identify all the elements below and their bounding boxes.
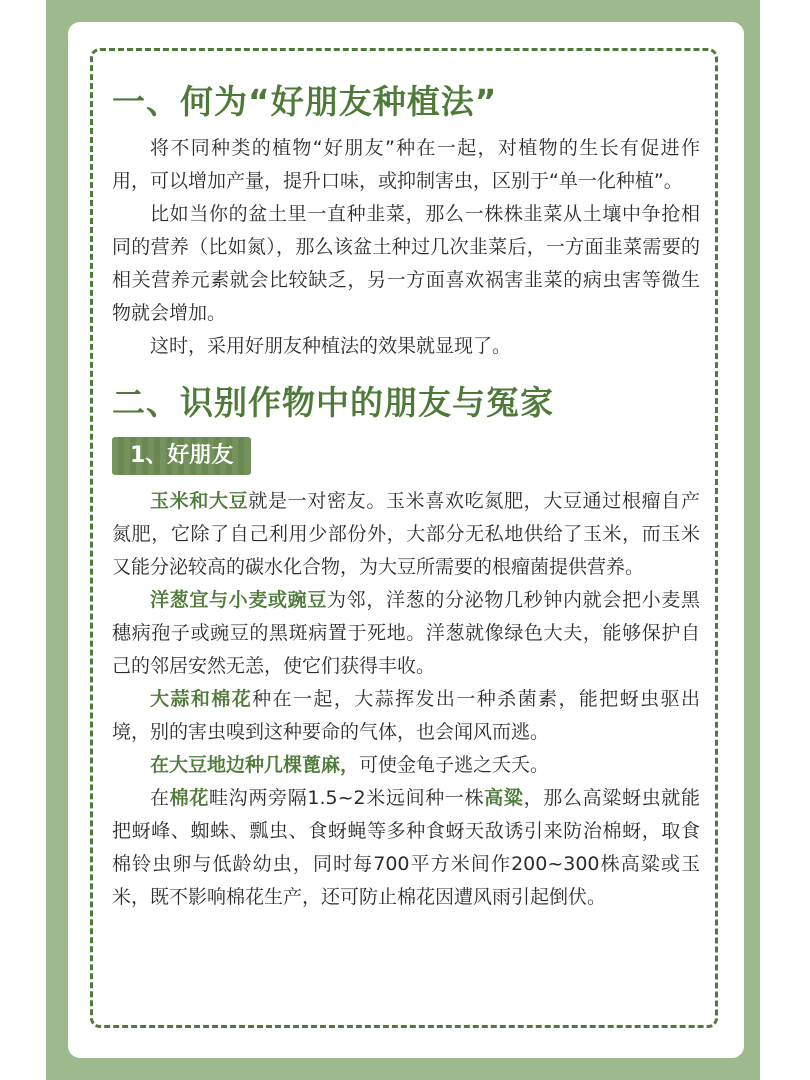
friends-paragraph-2-text: 为邻，洋葱的分泌物几秒钟内就会把小麦黑穗病孢子或豌豆的黑斑病置于死地。洋葱就像绿色大夫，能够保护自己的邻居安然无恙，使它们获得丰收。 [112,589,700,677]
friends-paragraph-4 [112,749,700,782]
friends-paragraph-5 [112,782,700,914]
friends-paragraph-2 [112,584,700,683]
section1-paragraph-3: 这时，采用好朋友种植法的效果就显现了。 [150,335,512,357]
section1-paragraph-2: 比如当你的盆土里一直种韭菜，那么一株株韭菜从土壤中争抢相同的营养（比如氮），那么该盆土种过几次韭菜后，一方面韭菜需要的相关营养元素就会比较缺乏，另一方面喜欢祸害韭菜的病虫害等微生物就会增加。 [112,203,700,324]
friends-paragraph-5-lead: 在 [150,787,170,809]
highlight-garlic-cotton: 大蒜和棉花 [150,688,253,710]
section1-paragraph-1: 将不同种类的植物“好朋友”种在一起，对植物的生长有促进作用，可以增加产量，提升口味，或抑制害虫，区别于“单一化种植”。 [112,137,700,192]
friends-paragraph-3-text: 种在一起，大蒜挥发出一种杀菌素，能把蚜虫驱出境，别的害虫嗅到这种要命的气体，也会闻风而逃。 [112,688,700,743]
section1-title: 一、何为“好朋友种植法” [112,82,498,121]
friends-paragraph-4-text: 可使金龟子逃之夭夭。 [359,754,550,776]
highlight-cotton: 棉花 [169,787,210,809]
friends-paragraph-3 [112,683,700,749]
friends-paragraph-5-tail: ，那么高粱蚜虫就能把蚜峰、蜘蛛、瓢虫、食蚜蝇等多种食蚜天敌诱引来防治棉蚜，取食棉铃虫卵与低龄幼虫，同时每700平方米间作200~300株高粱或玉米，既不影响棉花生产，还可防止棉花因遭风雨引起倒伏。 [112,787,700,908]
subsection-tag-good-friends: 1、好朋友 [112,437,251,475]
highlight-castor: 在大豆地边种几棵蓖麻， [150,754,360,776]
article [112,80,700,914]
friends-paragraph-1 [112,485,700,584]
section2-title: 二、识别作物中的朋友与冤家 [112,383,554,422]
highlight-sorghum: 高粱 [484,787,524,809]
highlight-corn-soybean: 玉米和大豆 [150,490,249,512]
friends-paragraph-1-text: 就是一对密友。玉米喜欢吃氮肥，大豆通过根瘤自产氮肥，它除了自己利用少部份外，大部分无私地供给了玉米，而玉米又能分泌较高的碳水化合物，为大豆所需要的根瘤菌提供营养。 [112,490,700,578]
friends-paragraph-5-mid: 畦沟两旁隔1.5~2米远间种一株 [209,787,485,809]
highlight-onion: 洋葱宜与小麦或豌豆 [150,589,327,611]
